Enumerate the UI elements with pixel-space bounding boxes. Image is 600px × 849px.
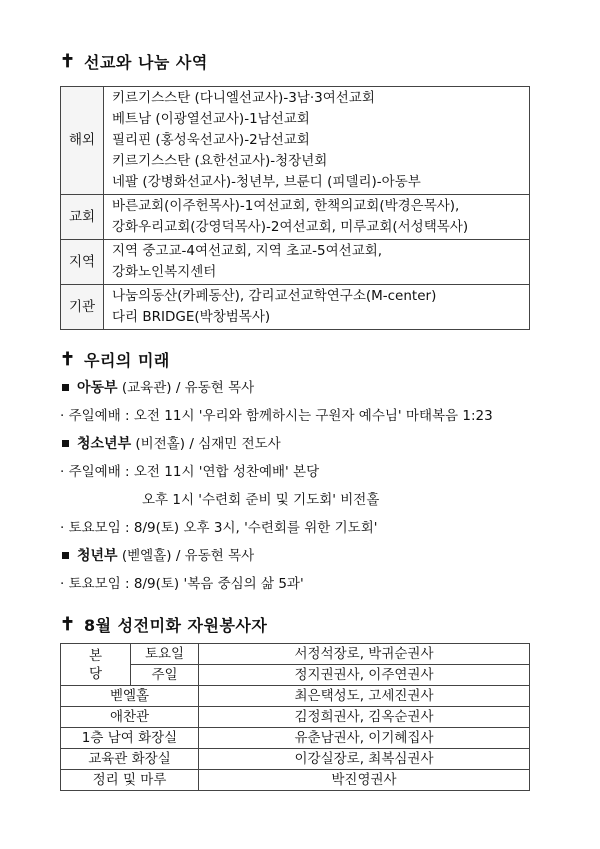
mission-line: 나눔의동산(카페동산), 감리교선교학연구소(M-center) xyxy=(112,288,437,304)
young-adult-info: (벧엘홀) / 유동현 목사 xyxy=(117,548,255,564)
volunteer-row xyxy=(61,707,530,728)
saturday-names: 서정석장로, 박귀순권사 xyxy=(199,644,530,665)
mission-row-institution xyxy=(61,285,530,330)
mission-row-church xyxy=(61,195,530,240)
names-cell: 최은택성도, 고세진권사 xyxy=(199,686,530,707)
children-header xyxy=(60,374,560,402)
content-cell xyxy=(104,195,530,240)
saturday-label: 토요일 xyxy=(131,644,199,665)
youth-info: (비전홀) / 심재민 전도사 xyxy=(131,436,281,452)
main-hall-cell: 본 당 xyxy=(61,644,131,686)
young-adult-header xyxy=(60,542,560,570)
content-cell xyxy=(104,285,530,330)
volunteer-row xyxy=(61,686,530,707)
volunteer-row xyxy=(61,749,530,770)
square-bullet-icon xyxy=(62,552,69,559)
names-cell: 이강실장로, 최복심권사 xyxy=(199,749,530,770)
volunteer-row-sunday xyxy=(61,665,530,686)
place-cell: 교육관 화장실 xyxy=(61,749,199,770)
youth-worship-1: 오전 11시 '연합 성찬예배' 본당 xyxy=(133,464,320,480)
mission-line: 키르기스스탄 (요한선교사)-청장년회 xyxy=(112,153,328,169)
content-cell xyxy=(104,87,530,195)
youth-worship xyxy=(60,458,560,486)
young-adult-saturday xyxy=(60,570,560,598)
children-info: (교육관) / 유동현 목사 xyxy=(117,380,255,396)
volunteer-row xyxy=(61,728,530,749)
children-name: 아동부 xyxy=(77,380,118,396)
names-cell: 박진영권사 xyxy=(199,770,530,791)
category-cell: 기관 xyxy=(61,285,104,330)
children-worship xyxy=(60,402,560,430)
youth-worship-second xyxy=(60,486,560,514)
sunday-names: 정지권권사, 이주연권사 xyxy=(199,665,530,686)
category-cell: 지역 xyxy=(61,240,104,285)
future-section xyxy=(60,374,560,598)
young-adult-name: 청년부 xyxy=(77,548,118,564)
mission-line: 지역 중고교-4여선교회, 지역 초교-5여선교회, xyxy=(112,243,383,259)
mission-row-local xyxy=(61,240,530,285)
future-title: 우리의 미래 xyxy=(84,351,170,370)
mission-line: 네팔 (강병화선교사)-청년부, 브룬디 (피델리)-아동부 xyxy=(112,174,421,190)
volunteer-table xyxy=(60,643,530,791)
youth-header xyxy=(60,430,560,458)
youth-name: 청소년부 xyxy=(77,436,132,452)
mission-line: 강화우리교회(강영덕목사)-2여선교회, 미루교회(서성택목사) xyxy=(112,219,469,235)
youth-saturday xyxy=(60,514,560,542)
cross-icon: ✝ xyxy=(60,614,76,635)
names-cell: 김정희권사, 김옥순권사 xyxy=(199,707,530,728)
cross-icon: ✝ xyxy=(60,51,76,72)
saturday-prefix: · 토요모임 : xyxy=(60,520,134,536)
mission-row-overseas xyxy=(61,87,530,195)
category-cell: 해외 xyxy=(61,87,104,195)
place-cell: 1층 남여 화장실 xyxy=(61,728,199,749)
content-cell xyxy=(104,240,530,285)
sunday-label: 주일 xyxy=(131,665,199,686)
category-cell: 교회 xyxy=(61,195,104,240)
youth-worship-2: 오후 1시 '수련회 준비 및 기도회' 비전홀 xyxy=(142,492,380,508)
volunteer-title: 8월 성전미화 자원봉사자 xyxy=(84,616,268,635)
volunteer-section-title xyxy=(60,613,267,636)
future-section-title xyxy=(60,348,170,371)
names-cell: 유춘남권사, 이기혜집사 xyxy=(199,728,530,749)
mission-title: 선교와 나눔 사역 xyxy=(84,53,208,72)
cross-icon: ✝ xyxy=(60,349,76,370)
mission-line: 다리 BRIDGE(박창범목사) xyxy=(112,309,271,325)
mission-line: 베트남 (이광열선교사)-1남선교회 xyxy=(112,111,310,127)
mission-line: 강화노인복지센터 xyxy=(112,264,217,280)
mission-table xyxy=(60,86,530,330)
young-adult-saturday-text: 8/9(토) '복음 중심의 삶 5과' xyxy=(133,576,304,592)
square-bullet-icon xyxy=(62,384,69,391)
worship-prefix: · 주일예배 : xyxy=(60,408,134,424)
saturday-prefix: · 토요모임 : xyxy=(60,576,134,592)
children-worship-text: 오전 11시 '우리와 함께하시는 구원자 예수님' 마태복음 1:23 xyxy=(133,408,493,424)
worship-prefix: · 주일예배 : xyxy=(60,464,134,480)
mission-section-title xyxy=(60,50,208,73)
mission-line: 키르기스스탄 (다니엘선교사)-3남·3여선교회 xyxy=(112,90,375,106)
place-cell: 벧엘홀 xyxy=(61,686,199,707)
volunteer-row-saturday xyxy=(61,644,530,665)
place-cell: 정리 및 마루 xyxy=(61,770,199,791)
place-cell: 애찬관 xyxy=(61,707,199,728)
mission-line: 필리핀 (홍성욱선교사)-2남선교회 xyxy=(112,132,310,148)
mission-line: 바른교회(이주헌목사)-1여선교회, 한책의교회(박경은목사), xyxy=(112,198,460,214)
youth-saturday-text: 8/9(토) 오후 3시, '수련회를 위한 기도회' xyxy=(133,520,378,536)
volunteer-row xyxy=(61,770,530,791)
square-bullet-icon xyxy=(62,440,69,447)
